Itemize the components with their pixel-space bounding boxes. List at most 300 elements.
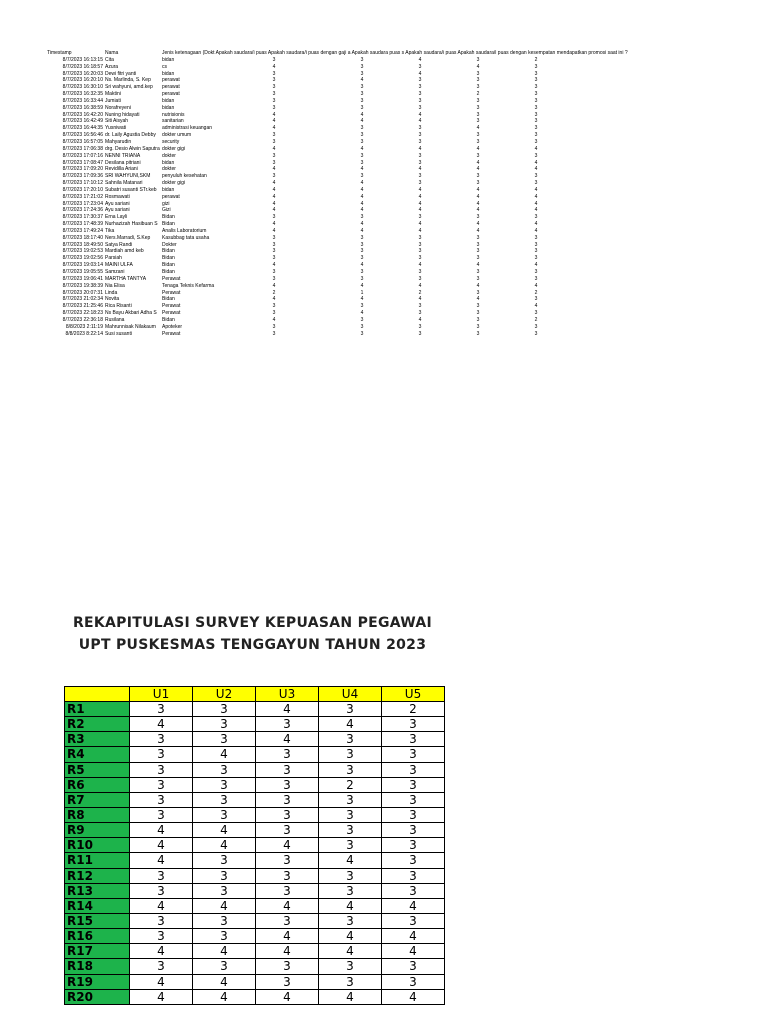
cell-q5: 3: [534, 330, 538, 337]
recap-cell-u4: 3: [319, 792, 382, 807]
cell-nama: Ns Bayu Akbari Adha S: [105, 310, 157, 317]
cell-timestamp: 8/7/2023 22:36:18: [62, 316, 103, 323]
recap-cell-u2: 4: [193, 898, 256, 913]
recap-cell-u4: 3: [319, 974, 382, 989]
recap-cell-u2: 4: [193, 944, 256, 959]
cell-q1: 3: [272, 56, 276, 63]
cell-nama: Novita: [105, 296, 120, 303]
cell-nama: Linda: [105, 289, 118, 296]
cell-q5: 4: [534, 227, 538, 234]
cell-q2: 4: [360, 111, 364, 118]
recap-cell-u1: 4: [130, 823, 193, 838]
cell-q5: 3: [534, 214, 538, 221]
recap-cell-u3: 3: [256, 762, 319, 777]
recap-row-label: R20: [65, 989, 130, 1004]
cell-q5: 3: [534, 248, 538, 255]
cell-nama: Rosmawati: [105, 193, 130, 200]
cell-nama: Mahrunnisak Nilakaum: [105, 323, 156, 330]
cell-q2: 4: [360, 296, 364, 303]
recap-cell-u4: 3: [319, 702, 382, 717]
cell-q2: 3: [360, 159, 364, 166]
cell-q1: 4: [272, 145, 276, 152]
cell-timestamp: 8/7/2023 17:23:04: [62, 200, 103, 207]
cell-q4: 3: [476, 173, 480, 180]
cell-q1: 3: [272, 303, 276, 310]
recap-cell-u2: 4: [193, 823, 256, 838]
cell-timestamp: 8/7/2023 19:06:41: [62, 275, 103, 282]
cell-jenis: dokter: [162, 152, 176, 159]
recap-col-u4: U4: [319, 687, 382, 702]
cell-timestamp: 8/7/2023 17:48:39: [62, 221, 103, 228]
cell-timestamp: 8/7/2023 16:30:10: [62, 84, 103, 91]
recap-cell-u2: 4: [193, 989, 256, 1004]
cell-nama: Mardiah amd keb: [105, 248, 144, 255]
cell-q4: 3: [476, 316, 480, 323]
cell-q4: 3: [476, 97, 480, 104]
recap-row: [65, 838, 445, 853]
recap-cell-u1: 3: [130, 792, 193, 807]
cell-nama: Yusniwati: [105, 125, 127, 132]
cell-q1: 4: [272, 63, 276, 70]
recap-row: [65, 747, 445, 762]
cell-q3: 4: [418, 193, 422, 200]
recap-cell-u5: 3: [382, 777, 445, 792]
recap-cell-u1: 3: [130, 959, 193, 974]
cell-q2: 4: [360, 227, 364, 234]
cell-q4: 3: [476, 241, 480, 248]
cell-q4: 4: [476, 159, 480, 166]
recap-row-label: R13: [65, 883, 130, 898]
cell-q4: 4: [476, 125, 480, 132]
recap-row-label: R15: [65, 913, 130, 928]
cell-q1: 3: [272, 234, 276, 241]
recap-cell-u4: 3: [319, 747, 382, 762]
cell-q4: 3: [476, 104, 480, 111]
cell-q3: 3: [418, 234, 422, 241]
cell-q4: 3: [476, 310, 480, 317]
recap-cell-u2: 3: [193, 777, 256, 792]
cell-jenis: Bidan: [162, 296, 175, 303]
cell-q1: 3: [272, 269, 276, 275]
cell-q4: 4: [476, 200, 480, 207]
cell-q3: 4: [418, 316, 422, 323]
cell-jenis: bidan: [162, 97, 175, 104]
cell-q4: 3: [476, 77, 480, 84]
cell-nama: MARTHA TANTYA: [105, 275, 147, 282]
recap-row: [65, 929, 445, 944]
cell-q3: 4: [418, 186, 422, 193]
cell-q5: 2: [534, 289, 538, 296]
cell-timestamp: 8/7/2023 16:42:49: [62, 118, 103, 125]
recap-cell-u3: 3: [256, 792, 319, 807]
recap-cell-u2: 3: [193, 959, 256, 974]
recap-cell-u2: 3: [193, 717, 256, 732]
cell-timestamp: 8/7/2023 19:03:14: [62, 262, 103, 269]
recap-cell-u5: 3: [382, 807, 445, 822]
recap-row-label: R3: [65, 732, 130, 747]
cell-q2: 3: [360, 56, 364, 63]
recap-cell-u4: 4: [319, 717, 382, 732]
cell-q1: 4: [272, 262, 276, 269]
cell-nama: Susi susanti: [105, 330, 132, 337]
cell-q5: 3: [534, 77, 538, 84]
cell-jenis: perawat: [162, 91, 180, 98]
cell-q3: 3: [418, 323, 422, 330]
cell-timestamp: 8/7/2023 17:08:47: [62, 159, 103, 166]
cell-nama: Maktini: [105, 91, 121, 98]
cell-q4: 4: [476, 186, 480, 193]
cell-jenis: Analis Laboratorium: [162, 227, 207, 234]
cell-q5: 3: [534, 310, 538, 317]
cell-jenis: perawat: [162, 193, 180, 200]
cell-q2: 4: [360, 282, 364, 289]
recap-row-label: R8: [65, 807, 130, 822]
cell-q1: 4: [272, 316, 276, 323]
recap-cell-u5: 3: [382, 823, 445, 838]
cell-q1: 4: [272, 111, 276, 118]
cell-q5: 2: [534, 56, 538, 63]
cell-nama: Revidilla Ariani: [105, 166, 138, 173]
cell-q5: 4: [534, 221, 538, 228]
cell-q2: 4: [360, 186, 364, 193]
cell-q2: 3: [360, 97, 364, 104]
cell-timestamp: 8/7/2023 16:57:05: [62, 138, 103, 145]
cell-q2: 3: [360, 91, 364, 98]
cell-q5: 3: [534, 91, 538, 98]
recap-cell-u5: 3: [382, 868, 445, 883]
cell-jenis: bidan: [162, 70, 175, 77]
recap-cell-u4: 3: [319, 883, 382, 898]
cell-q1: 3: [272, 77, 276, 84]
cell-q1: 3: [272, 132, 276, 139]
cell-q4: 4: [476, 63, 480, 70]
cell-q2: 4: [360, 180, 364, 187]
cell-q5: 4: [534, 166, 538, 173]
cell-q2: 3: [360, 275, 364, 282]
cell-q4: 3: [476, 289, 480, 296]
recap-col-u3: U3: [256, 687, 319, 702]
cell-q5: 4: [534, 303, 538, 310]
cell-q1: 3: [272, 310, 276, 317]
cell-q3: 3: [418, 77, 422, 84]
cell-timestamp: 8/7/2023 17:49:24: [62, 227, 103, 234]
cell-q3: 4: [418, 296, 422, 303]
recap-header-row: [65, 687, 445, 702]
cell-timestamp: 8/7/2023 16:42:20: [62, 111, 103, 118]
cell-q3: 3: [418, 173, 422, 180]
cell-nama: Siti Aisyah: [105, 118, 129, 125]
cell-nama: dr. Laily Agustia Debby: [105, 132, 156, 139]
cell-jenis: dokter gigi: [162, 180, 186, 187]
cell-timestamp: 8/7/2023 19:02:56: [62, 255, 103, 262]
recap-row-label: R2: [65, 717, 130, 732]
recap-cell-u1: 4: [130, 838, 193, 853]
cell-q5: 3: [534, 70, 538, 77]
cell-nama: Rica Risanti: [105, 303, 132, 310]
recap-cell-u3: 3: [256, 913, 319, 928]
recap-cell-u2: 3: [193, 732, 256, 747]
cell-q5: 4: [534, 207, 538, 214]
cell-jenis: Bidan: [162, 221, 175, 228]
cell-q1: 4: [272, 193, 276, 200]
recap-cell-u5: 3: [382, 717, 445, 732]
cell-jenis: bidan: [162, 159, 175, 166]
cell-q3: 3: [418, 255, 422, 262]
recap-cell-u3: 4: [256, 838, 319, 853]
cell-nama: Erna Layli: [105, 214, 128, 221]
cell-q3: 3: [418, 275, 422, 282]
recap-cell-u5: 3: [382, 762, 445, 777]
cell-q5: 3: [534, 255, 538, 262]
cell-timestamp: 8/7/2023 16:33:44: [62, 97, 103, 104]
recap-cell-u4: 3: [319, 913, 382, 928]
cell-timestamp: 8/7/2023 22:18:23: [62, 310, 103, 317]
cell-q5: 3: [534, 118, 538, 125]
recap-cell-u2: 3: [193, 929, 256, 944]
recap-cell-u4: 3: [319, 762, 382, 777]
cell-q5: 4: [534, 193, 538, 200]
recap-cell-u5: 4: [382, 989, 445, 1004]
recap-cell-u4: 4: [319, 989, 382, 1004]
cell-nama: Jumiati: [105, 97, 121, 104]
cell-q2: 4: [360, 193, 364, 200]
cell-q5: 4: [534, 282, 538, 289]
recap-row-label: R6: [65, 777, 130, 792]
cell-jenis: nutrisionis: [162, 111, 185, 118]
recap-cell-u5: 4: [382, 944, 445, 959]
cell-jenis: Bidan: [162, 316, 175, 323]
recap-col-u5: U5: [382, 687, 445, 702]
cell-q1: 4: [272, 125, 276, 132]
cell-q3: 3: [418, 248, 422, 255]
recap-cell-u5: 3: [382, 883, 445, 898]
recap-cell-u3: 3: [256, 959, 319, 974]
recap-cell-u3: 4: [256, 898, 319, 913]
cell-q2: 3: [360, 330, 364, 337]
cell-q4: 3: [476, 84, 480, 91]
recap-cell-u5: 3: [382, 732, 445, 747]
cell-timestamp: 8/8/2023 8:22:14: [65, 330, 103, 337]
cell-q5: 3: [534, 63, 538, 70]
cell-q2: 4: [360, 310, 364, 317]
cell-timestamp: 8/7/2023 19:38:39: [62, 282, 103, 289]
cell-q2: 3: [360, 138, 364, 145]
cell-q4: 4: [476, 166, 480, 173]
recap-row: [65, 777, 445, 792]
cell-q3: 3: [418, 63, 422, 70]
cell-jenis: Bidan: [162, 262, 175, 269]
cell-q3: 3: [418, 310, 422, 317]
cell-q2: 3: [360, 269, 364, 275]
recap-cell-u1: 4: [130, 989, 193, 1004]
cell-q2: 3: [360, 70, 364, 77]
cell-timestamp: 8/7/2023 17:07:16: [62, 152, 103, 159]
cell-q4: 4: [476, 207, 480, 214]
cell-jenis: dokter umum: [162, 132, 192, 139]
cell-jenis: Bidan: [162, 255, 175, 262]
recap-cell-u1: 4: [130, 898, 193, 913]
cell-timestamp: 8/7/2023 16:18:57: [62, 63, 103, 70]
cell-q1: 4: [272, 282, 276, 289]
cell-timestamp: 8/7/2023 21:02:34: [62, 296, 103, 303]
cell-jenis: Bidan: [162, 269, 175, 275]
cell-q3: 4: [418, 221, 422, 228]
recap-cell-u4: 3: [319, 823, 382, 838]
cell-q1: 4: [272, 296, 276, 303]
cell-nama: Ayu sariani: [105, 200, 130, 207]
cell-q3: 3: [418, 303, 422, 310]
recap-cell-u3: 4: [256, 944, 319, 959]
recap-cell-u3: 3: [256, 974, 319, 989]
cell-q5: 4: [534, 262, 538, 269]
recap-row: [65, 883, 445, 898]
cell-q4: 3: [476, 152, 480, 159]
cell-jenis: bidan: [162, 186, 175, 193]
cell-q1: 4: [272, 207, 276, 214]
cell-nama: MAINI ULFA: [105, 262, 133, 269]
recap-cell-u4: 4: [319, 929, 382, 944]
cell-q4: 3: [476, 255, 480, 262]
cell-nama: Tika: [105, 227, 115, 234]
recap-cell-u4: 3: [319, 807, 382, 822]
recap-cell-u5: 4: [382, 929, 445, 944]
cell-jenis: perawat: [162, 84, 180, 91]
cell-q4: 3: [476, 132, 480, 139]
cell-q3: 3: [418, 104, 422, 111]
recap-cell-u1: 4: [130, 944, 193, 959]
recap-row-label: R16: [65, 929, 130, 944]
recap-cell-u4: 3: [319, 838, 382, 853]
cell-q2: 3: [360, 255, 364, 262]
cell-q2: 3: [360, 132, 364, 139]
recap-cell-u4: 3: [319, 868, 382, 883]
cell-q4: 2: [476, 91, 480, 98]
cell-q4: 4: [476, 262, 480, 269]
recap-cell-u2: 4: [193, 974, 256, 989]
cell-nama: Norafreyeni: [105, 104, 131, 111]
cell-q3: 3: [418, 125, 422, 132]
cell-q4: 3: [476, 180, 480, 187]
cell-q5: 4: [534, 159, 538, 166]
cell-q1: 2: [272, 289, 276, 296]
cell-q4: 4: [476, 221, 480, 228]
cell-jenis: Gizi: [162, 207, 171, 214]
recap-cell-u2: 4: [193, 747, 256, 762]
cell-q2: 3: [360, 125, 364, 132]
cell-q3: 4: [418, 262, 422, 269]
cell-q2: 4: [360, 262, 364, 269]
cell-nama: Sri wahyuni, amd.kep: [105, 84, 153, 91]
recap-row: [65, 807, 445, 822]
cell-timestamp: 8/7/2023 16:38:59: [62, 104, 103, 111]
cell-q2: 3: [360, 214, 364, 221]
cell-q5: 2: [534, 316, 538, 323]
recap-cell-u5: 3: [382, 974, 445, 989]
cell-jenis: cs: [162, 63, 167, 70]
recap-cell-u5: 2: [382, 702, 445, 717]
cell-jenis: Apoteker: [162, 323, 183, 330]
cell-nama: Nia Elisa: [105, 282, 125, 289]
cell-nama: Azura: [105, 63, 119, 70]
cell-q4: 3: [476, 118, 480, 125]
cell-q4: 4: [476, 296, 480, 303]
cell-timestamp: 8/7/2023 17:09:20: [62, 166, 103, 173]
cell-q3: 3: [418, 159, 422, 166]
cell-q1: 4: [272, 227, 276, 234]
cell-timestamp: 8/7/2023 16:56:46: [62, 132, 103, 139]
cell-timestamp: 8/7/2023 17:09:36: [62, 173, 103, 180]
cell-q1: 3: [272, 241, 276, 248]
cell-jenis: security: [162, 138, 180, 145]
recap-row: [65, 944, 445, 959]
cell-q2: 3: [360, 323, 364, 330]
recap-cell-u1: 3: [130, 883, 193, 898]
cell-timestamp: 8/7/2023 16:13:15: [62, 56, 103, 63]
cell-q5: 3: [534, 180, 538, 187]
recap-row-label: R17: [65, 944, 130, 959]
recap-col-u2: U2: [193, 687, 256, 702]
cell-q1: 3: [272, 152, 276, 159]
cell-q4: 3: [476, 214, 480, 221]
recap-cell-u3: 4: [256, 989, 319, 1004]
cell-nama: Parsiah: [105, 255, 122, 262]
cell-q4: 3: [476, 56, 480, 63]
cell-q1: 3: [272, 275, 276, 282]
recap-row: [65, 898, 445, 913]
recap-cell-u4: 2: [319, 777, 382, 792]
cell-timestamp: 8/7/2023 17:06:38: [62, 145, 103, 152]
recap-row: [65, 762, 445, 777]
cell-q3: 2: [418, 289, 422, 296]
cell-q1: 4: [272, 118, 276, 125]
recap-cell-u3: 3: [256, 717, 319, 732]
recap-cell-u3: 3: [256, 823, 319, 838]
cell-q2: 4: [360, 77, 364, 84]
recap-cell-u1: 4: [130, 974, 193, 989]
cell-q2: 3: [360, 84, 364, 91]
cell-timestamp: 8/7/2023 18:49:50: [62, 241, 103, 248]
cell-q3: 3: [418, 152, 422, 159]
cell-q5: 3: [534, 241, 538, 248]
cell-jenis: Bidan: [162, 214, 175, 221]
recap-cell-u4: 4: [319, 944, 382, 959]
cell-jenis: Perawat: [162, 303, 181, 310]
cell-q1: 3: [272, 70, 276, 77]
cell-q3: 4: [418, 227, 422, 234]
recap-cell-u1: 4: [130, 853, 193, 868]
header-questions: Jenis ketenagaan (Dokt Apakah saudara/i puas Apakah saudara/i puas dengan gaji a Apakah saudara puas s Apakah saudara/i puas Apakah saudara/i puas dengan kesempatan mendapatkan promosi saat ini ?: [162, 50, 628, 56]
recap-cell-u1: 3: [130, 868, 193, 883]
cell-nama: Dewi fitri yanti: [105, 70, 137, 77]
cell-q4: 4: [476, 282, 480, 289]
cell-q4: 3: [476, 323, 480, 330]
cell-jenis: Bidan: [162, 248, 175, 255]
cell-nama: Rusilana: [105, 316, 125, 323]
recap-row-label: R11: [65, 853, 130, 868]
cell-q1: 3: [272, 255, 276, 262]
cell-q4: 4: [476, 227, 480, 234]
recap-title: [0, 612, 505, 656]
recap-cell-u2: 3: [193, 868, 256, 883]
cell-jenis: Kasubbag tata usaha: [162, 234, 210, 241]
recap-cell-u1: 4: [130, 717, 193, 732]
cell-jenis: dokter gigi: [162, 145, 186, 152]
cell-q2: 3: [360, 248, 364, 255]
recap-cell-u5: 4: [382, 898, 445, 913]
recap-cell-u2: 3: [193, 792, 256, 807]
recap-table: [64, 686, 445, 1005]
cell-q1: 3: [272, 214, 276, 221]
